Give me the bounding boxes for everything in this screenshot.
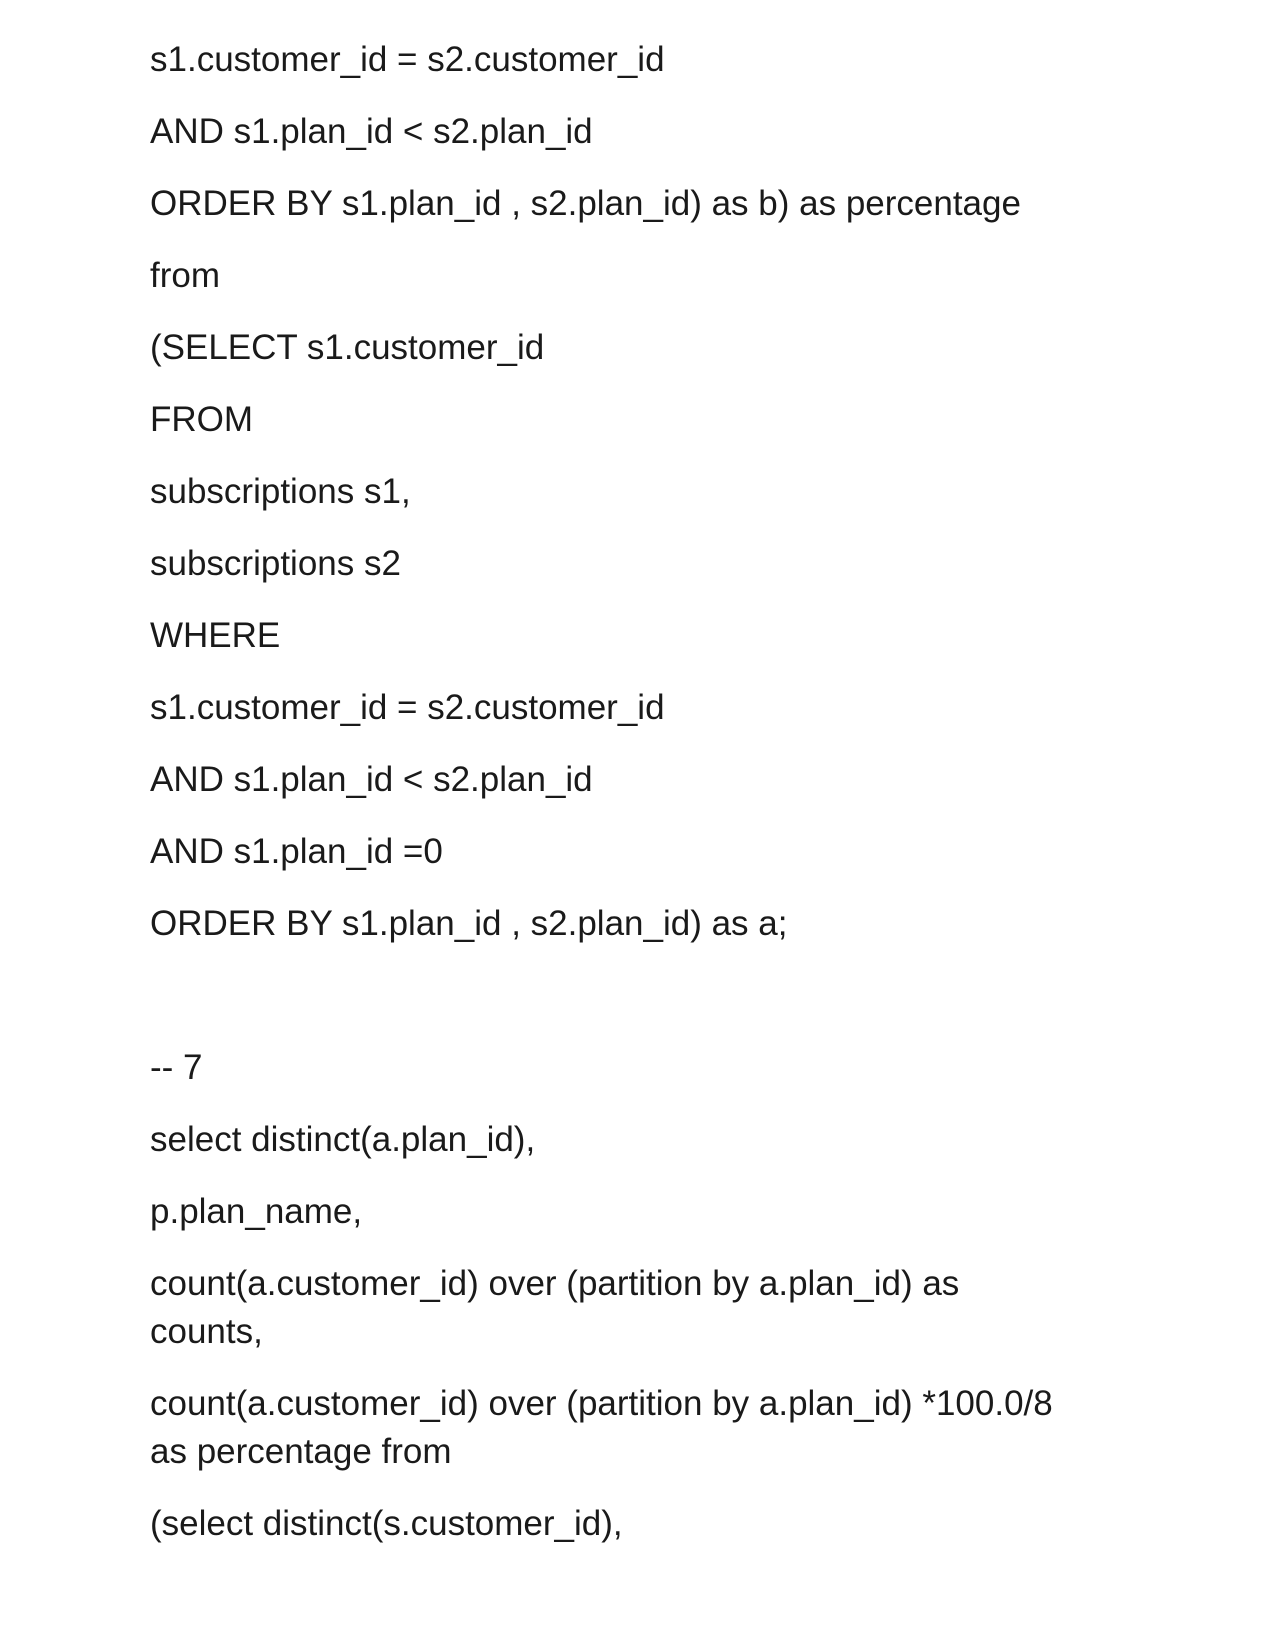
code-line-10: s1.customer_id = s2.customer_id [150,688,665,727]
code-line-15: p.plan_name, [150,1192,363,1231]
code-line-1: s1.customer_id = s2.customer_id [150,40,665,79]
comment-line-7: -- 7 [150,1048,203,1087]
code-line-11: AND s1.plan_id < s2.plan_id [150,760,593,799]
code-line-2: AND s1.plan_id < s2.plan_id [150,112,593,151]
code-line-13: ORDER BY s1.plan_id , s2.plan_id) as a; [150,904,788,943]
code-line-3: ORDER BY s1.plan_id , s2.plan_id) as b) as percentage [150,184,1021,223]
code-line-7: subscriptions s1, [150,472,411,511]
code-line-6: FROM [150,400,254,439]
code-line-8: subscriptions s2 [150,544,401,583]
code-line-12: AND s1.plan_id =0 [150,832,443,871]
code-line-5: (SELECT s1.customer_id [150,328,545,367]
code-line-9: WHERE [150,616,281,655]
code-line-16: count(a.customer_id) over (partition by a.plan_id) as counts, [150,1264,960,1351]
code-line-14: select distinct(a.plan_id), [150,1120,536,1159]
code-line-4: from [150,256,220,295]
code-line-18: (select distinct(s.customer_id), [150,1504,623,1543]
code-line-17: count(a.customer_id) over (partition by a.plan_id) *100.0/8 as percentage from [150,1384,1053,1471]
